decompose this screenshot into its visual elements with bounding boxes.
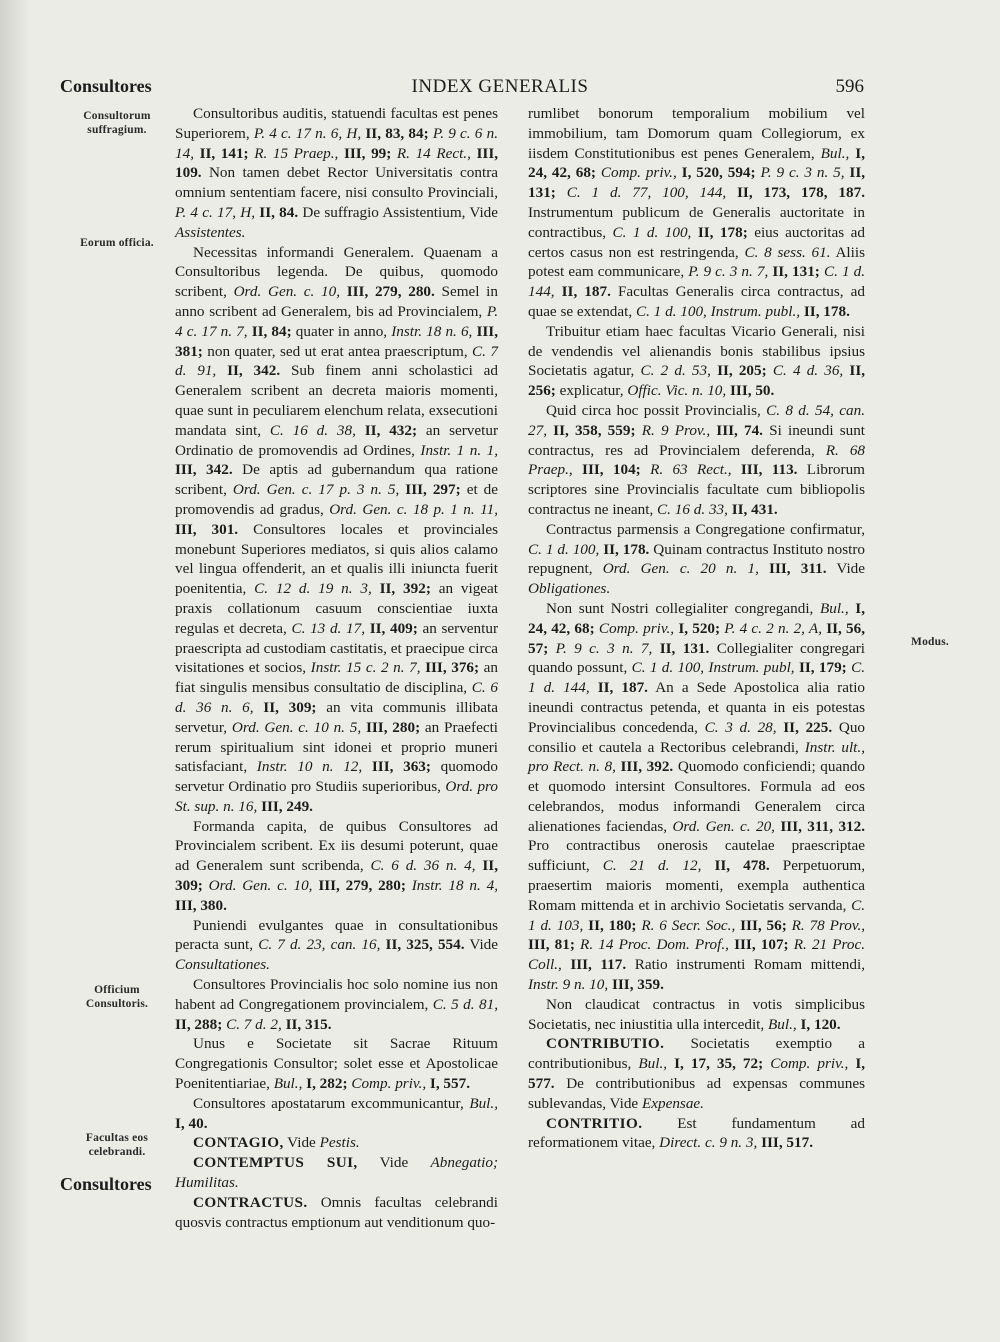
index-entry: Non claudicat contractus in votis simplicibus Societatis, nec iniustitia ulla intercedit, Bul., I, 120. [528,995,865,1033]
index-entry: Necessitas informandi Generalem. Quaenam a Consultoribus legenda. De quibus, quomodo scribent, Ord. Gen. c. 10, III, 279, 280. Semel in anno scribent ad Generalem, bis ad Provincialem, P. 4 c. 17 n. 7, II, 84; quater in anno, Instr. 18 n. 6, III, 381; non quater, sed ut erat antea praescriptum, C. 7 d. 91, II, 342. Sub finem anni scholastici ad Generalem scribent an decreta maioris momenti, quae sunt in peculiarem elenchum relata, exsecutioni mandata sint, C. 16 d. 38, II, 432; an servetur Ordinatio de promovendis ad Ordines, Instr. 1 n. 1, III, 342. De aptis ad gubernandum qua ratione scribent, Ord. Gen. c. 17 p. 3 n. 5, III, 297; et de promovendis ad gradus, Ord. Gen. c. 18 p. 1 n. 11, III, 301. Consultores locales et provinciales monebunt Superiores mediatos, si quis alios calamo vel lingua offenderit, an et qualis illi iniuncta fuerit poenitentia, C. 12 d. 19 n. 3, II, 392; an vigeat praxis collationum casuum conscientiae iuxta regulas et decreta, C. 13 d. 17, II, 409; an serventur praescripta ad custodiam castitatis, et praecipue circa visitationes et socios, Instr. 15 c. 2 n. 7, III, 376; an fiat singulis mensibus consultatio de disciplina, C. 6 d. 36 n. 6, II, 309; an vita communis illibata servetur, Ord. Gen. c. 10 n. 5, III, 280; an Praefecti rerum spiritualium sint idonei et proprio muneri satisfaciant, Instr. 10 n. 12, III, 363; quomodo servetur Ordinatio pro Studiis superioribus, Ord. pro St. sup. n. 16, III, 249. [175,243,499,815]
margin-note-facultas: Facultas eos celebrandi. [85,1132,149,1158]
footer-catchword: Consultores [60,1174,152,1194]
index-entry: Non sunt Nostri collegialiter congregandi, Bul., I, 24, 42, 68; Comp. priv., I, 520; P. 4 c. 2 n. 2, A, II, 56, 57; P. 9 c. 3 n. 7, II, 131. Collegialiter congregari quando possunt, C. 1 d. 100, Instrum. publ, II, 179; C. 1 d. 144, II, 187. An a Sede Apostolica alia ratio ineundi contractus petenda, et quanta in eis potestas Provincialibus concedenda, C. 3 d. 28, II, 225. Quo consilio et cautela a Rectoribus celebrandi, Instr. ult., pro Rect. n. 8, III, 392. Quomodo conficiendi; quando et quomodo intersint Consultores. Formula ad eos celebrandos, modus informandi Generalem circa alienationes faciendas, Ord. Gen. c. 20, III, 311, 312. Pro contractibus onerosis cautelae praescriptae sufficiunt, C. 21 d. 12, II, 478. Perpetuorum, praesertim maioris momenti, exempla authentica Romam mittenda et in archivio Societatis servanda, C. 1 d. 103, II, 180; R. 6 Secr. Soc., III, 56; R. 78 Prov., III, 81; R. 14 Proc. Dom. Prof., III, 107; R. 21 Proc. Coll., III, 117. Ratio instrumenti Romam mittendi, Instr. 9 n. 10, III, 359. [528,599,866,994]
index-entry: CONTEMPTUS SUI, Vide Abnegatio; Humilitas. [175,1154,498,1192]
index-entry: Consultoribus auditis, statuendi facultas est penes Superiorem, P. 4 c. 17 n. 6, H, II, 83, 84; P. 9 c. 6 n. 14, II, 141; R. 15 Praep., III, 99; R. 14 Rect., III, 109. Non tamen debet Rector Universitatis contra omnium sententiam facere, nisi consulto Provinciali, P. 4 c. 17, H, II, 84. De suffragio Assistentium, Vide Assistentes. [175,105,499,241]
index-entry: Contractus parmensis a Congregatione confirmatur, C. 1 d. 100, II, 178. Quinam contractus Instituto nostro repugnent, Ord. Gen. c. 20 n. 1, III, 311. Vide Obligationes. [528,520,866,598]
index-entry: Consultores Provincialis hoc solo nomine ius non habent ad Congregationem provincialem, C. 5 d. 81, II, 288; C. 7 d. 2, II, 315. [175,976,499,1033]
running-title: INDEX GENERALIS [411,76,589,97]
index-entry: CONTRACTUS. Omnis facultas celebrandi quosvis contractus emptionum aut venditionum quo- [175,1193,498,1231]
index-entry: Tribuitur etiam haec facultas Vicario Generali, nisi de vendendis vel alienandis bonis stabilibus ipsius Societatis agatur, C. 2 d. 53, II, 205; C. 4 d. 36, II, 256; explicatur, Offic. Vic. n. 10, III, 50. [528,322,866,400]
index-entry: Formanda capita, de quibus Consultores ad Provincialem scribent. Ex iis desumi poterunt, quae ad Generalem sunt scribenda, C. 6 d. 36 n. 4, II, 309; Ord. Gen. c. 10, III, 279, 280; Instr. 18 n. 4, III, 380. [175,817,499,914]
index-entry: Puniendi evulgantes quae in consultationibus peracta sunt, C. 7 d. 23, can. 16, II, 325, 554. Vide Consultationes. [175,916,499,974]
index-entry: Unus e Societate sit Sacrae Rituum Congregationis Consultor; solet esse et Apostolicae Poenitentiariae, Bul., I, 282; Comp. priv., I, 557. [175,1035,498,1093]
index-entry: CONTRITIO. Est fundamentum ad reformationem vitae, Direct. c. 9 n. 3, III, 517. [528,1114,865,1152]
index-entry: CONTRIBUTIO. Societatis exemptio a contributionibus, Bul., I, 17, 35, 72; Comp. priv., I, 577. De contributionibus ad expensas communes sublevandas, Vide Expensae. [528,1035,866,1112]
left-column [175,104,498,1232]
margin-note-suffragium: Consultorum suffragium. [83,110,151,136]
margin-note-officia: Eorum officia. [80,237,154,249]
page-number: 596 [835,76,864,97]
margin-note-officium: Officium Consultoris. [85,984,149,1010]
index-entry: Consultores apostatarum excommunicantur, Bul., I, 40. [175,1094,498,1132]
index-entry: CONTAGIO, Vide Pestis. [193,1134,360,1152]
index-entry: Quid circa hoc possit Provincialis, C. 8 d. 54, can. 27, II, 358, 559; R. 9 Prov., III, 74. Si ineundi sunt contractus, res ad Provincialem deferenda, R. 68 Praep., III, 104; R. 63 Rect., III, 113. Librorum scriptores sine Provincialis facultate cum bibliopolis contractus ne ineant, C. 16 d. 33, II, 431. [528,401,866,518]
right-column [528,104,865,1153]
index-entry: rumlibet bonorum temporalium mobilium vel immobilium, tam Domorum quam Collegiorum, ex iisdem Constitutionibus est penes Generalem, Bul., I, 24, 42, 68; Comp. priv., I, 520, 594; P. 9 c. 3 n. 5, II, 131; C. 1 d. 77, 100, 144, II, 173, 178, 187. Instrumentum publicum de Generalis auctoritate in contractibus, C. 1 d. 100, II, 178; eius auctoritas ad certos casus non est restringenda, C. 8 sess. 61. Aliis potest eam communicare, P. 9 c. 3 n. 7, II, 131; C. 1 d. 144, II, 187. Facultas Generalis circa contractus, ad quae se extendat, C. 1 d. 100, Instrum. publ., II, 178. [528,105,866,320]
running-catchword: Consultores [60,76,152,96]
page-edge-shadow [0,0,30,1342]
margin-note-modus: Modus. [911,636,949,648]
